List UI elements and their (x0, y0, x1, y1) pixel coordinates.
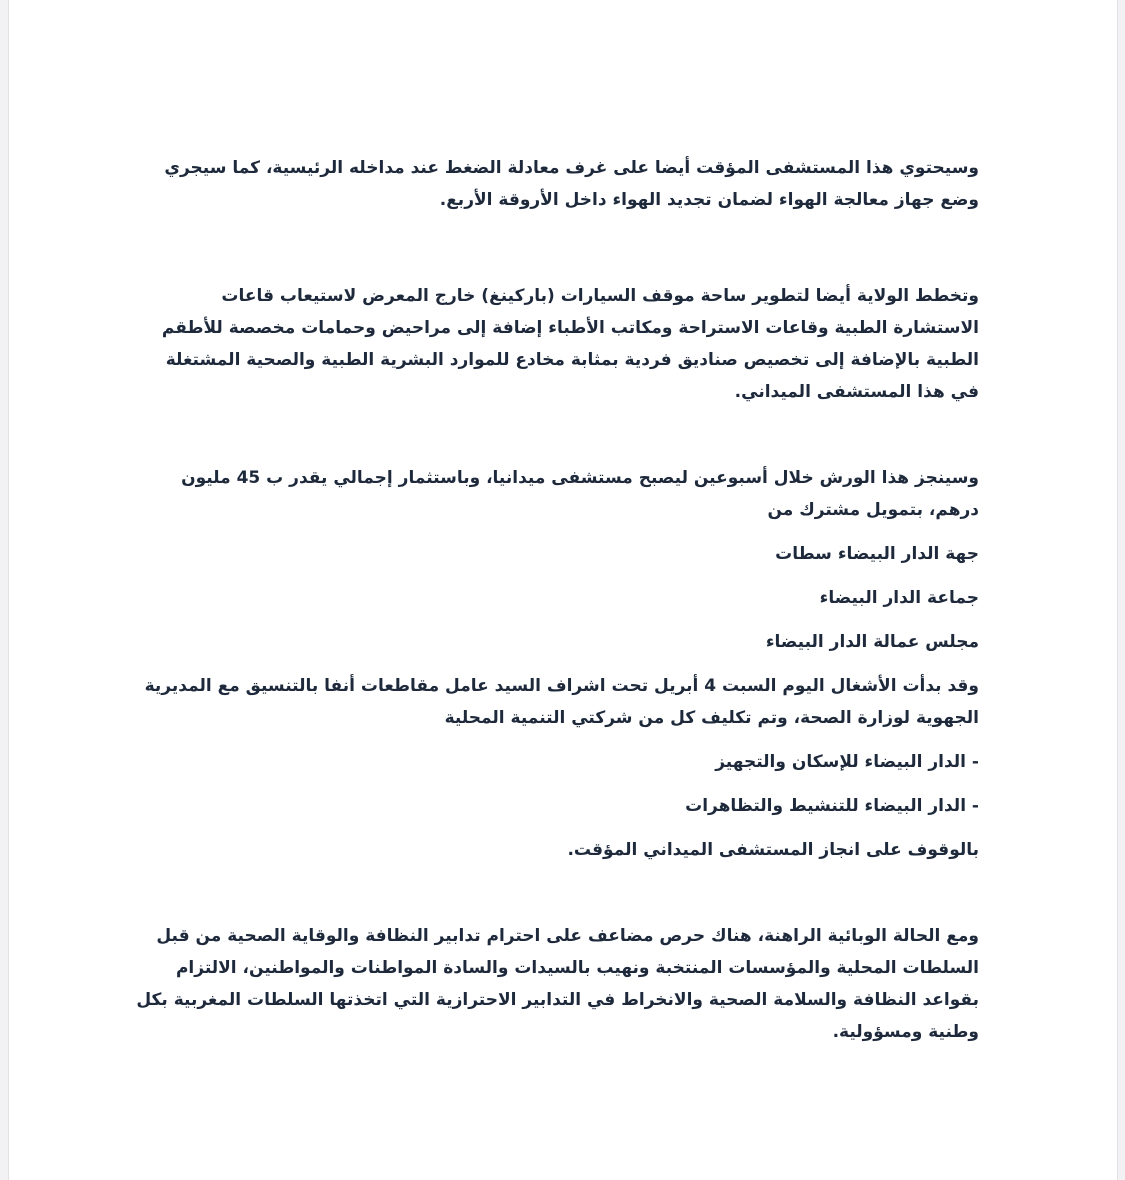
paragraph-spacer (134, 866, 979, 920)
document-body (134, 152, 979, 1048)
paragraph-spacer (134, 216, 979, 280)
paragraph-hygiene-measures: ومع الحالة الوبائية الراهنة، هناك حرص مضاعف على احترام تدابير النظافة والوقاية الصحية من قبل السلطات المحلية والمؤسسات المنتخبة ونهيب بالسيدات والسادة المواطنات والمواطنين، الالتزام بقواعد النظافة والسلامة الصحية والانخراط في التدابير الاحترازية التي اتخذتها السلطات المغربية بكل وطنية ومسؤولية. (136, 926, 979, 1042)
paragraph-spacer (134, 734, 979, 746)
paragraph-spacer (134, 614, 979, 626)
company-events: - الدار البيضاء للتنشيط والتظاهرات (685, 796, 979, 816)
paragraph-supervision: بالوقوف على انجاز المستشفى الميداني المؤقت. (567, 840, 979, 860)
paragraph-air-treatment: وسيحتوي هذا المستشفى المؤقت أيضا على غرف معادلة الضغط عند مداخله الرئيسية، كما سيجري وضع جهاز معالجة الهواء لضمان تجديد الهواء داخل الأروقة الأربع. (164, 158, 979, 210)
paragraph-spacer (134, 658, 979, 670)
funder-prefecture-council: مجلس عمالة الدار البيضاء (765, 632, 979, 652)
funder-region: جهة الدار البيضاء سطات (775, 544, 979, 564)
paragraph-works-start: وقد بدأت الأشغال اليوم السبت 4 أبريل تحت اشراف السيد عامل مقاطعات أنفا بالتنسيق مع المديرية الجهوية لوزارة الصحة، وتم تكليف كل من شركتي التنمية المحلية (144, 676, 979, 728)
paragraph-spacer (134, 778, 979, 790)
company-housing: - الدار البيضاء للإسكان والتجهيز (715, 752, 979, 772)
paragraph-spacer (134, 822, 979, 834)
paragraph-spacer (134, 570, 979, 582)
paragraph-spacer (134, 408, 979, 462)
document-page (8, 0, 1118, 1180)
paragraph-investment: وسينجز هذا الورش خلال أسبوعين ليصبح مستشفى ميدانيا، وباستثمار إجمالي يقدر ب 45 مليون درهم، بتمويل مشترك من (181, 468, 979, 520)
paragraph-spacer (134, 526, 979, 538)
funder-commune: جماعة الدار البيضاء (819, 588, 979, 608)
paragraph-parking-development: وتخطط الولاية أيضا لتطوير ساحة موقف السيارات (باركينغ) خارج المعرض لاستيعاب قاعات الاستشارة الطبية وقاعات الاستراحة ومكاتب الأطباء إضافة إلى مراحيض وحمامات مخصصة للأطقم الطبية بالإضافة إلى تخصيص صناديق فردية بمثابة مخادع للموارد البشرية الطبية والصحية المشتغلة في هذا المستشفى الميداني. (161, 286, 979, 402)
